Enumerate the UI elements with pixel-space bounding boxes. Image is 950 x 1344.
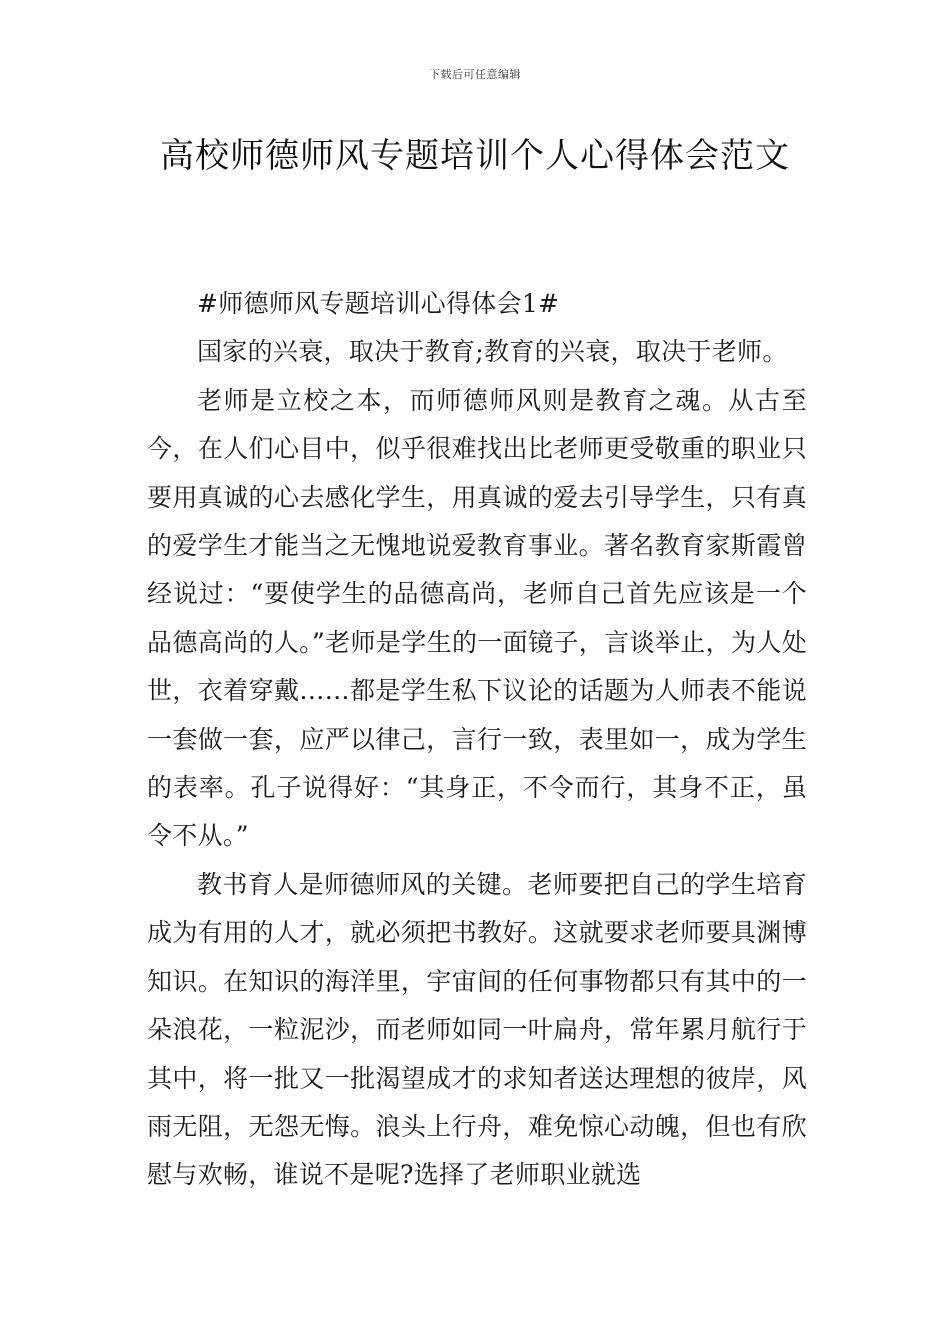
- document-title: 高校师德师风专题培训个人心得体会范文: [160, 136, 790, 176]
- section-heading: #师德师风专题培训心得体会1#: [197, 289, 560, 318]
- paragraph: 国家的兴衰，取决于教育;教育的兴衰，取决于老师。: [197, 337, 788, 367]
- paragraph: 教书育人是师德师风的关键。老师要把自己的学生培育成为有用的人才，就必须把书教好。这就要求老师要具渊博知识。在知识的海洋里，宇宙间的任何事物都只有其中的一朵浪花，一粒泥沙，而老师如同一叶扁舟，常年累月航行于其中，将一批又一批渴望成才的求知者送达理想的彼岸，风雨无阻，无怨无悔。浪头上行舟，难免惊心动魄，但也有欣慰与欢畅，谁说不是呢?选择了老师职业就选: [147, 869, 807, 1190]
- document-body: [147, 280, 807, 1200]
- header-note: 下载后可任意编辑: [429, 68, 521, 81]
- paragraph: 老师是立校之本，而师德师风则是教育之魂。从古至今，在人们心目中，似乎很难找出比老师更受敬重的职业只要用真诚的心去感化学生，用真诚的爱去引导学生，只有真的爱学生才能当之无愧地说爱教育事业。著名教育家斯霞曾经说过：“要使学生的品德高尚，老师自己首先应该是一个品德高尚的人。”老师是学生的一面镜子，言谈举止，为人处世，衣着穿戴……都是学生私下议论的话题为人师表不能说一套做一套，应严以律己，言行一致，表里如一，成为学生的表率。孔子说得好：“其身正，不令而行，其身不正，虽令不从。”: [147, 385, 807, 851]
